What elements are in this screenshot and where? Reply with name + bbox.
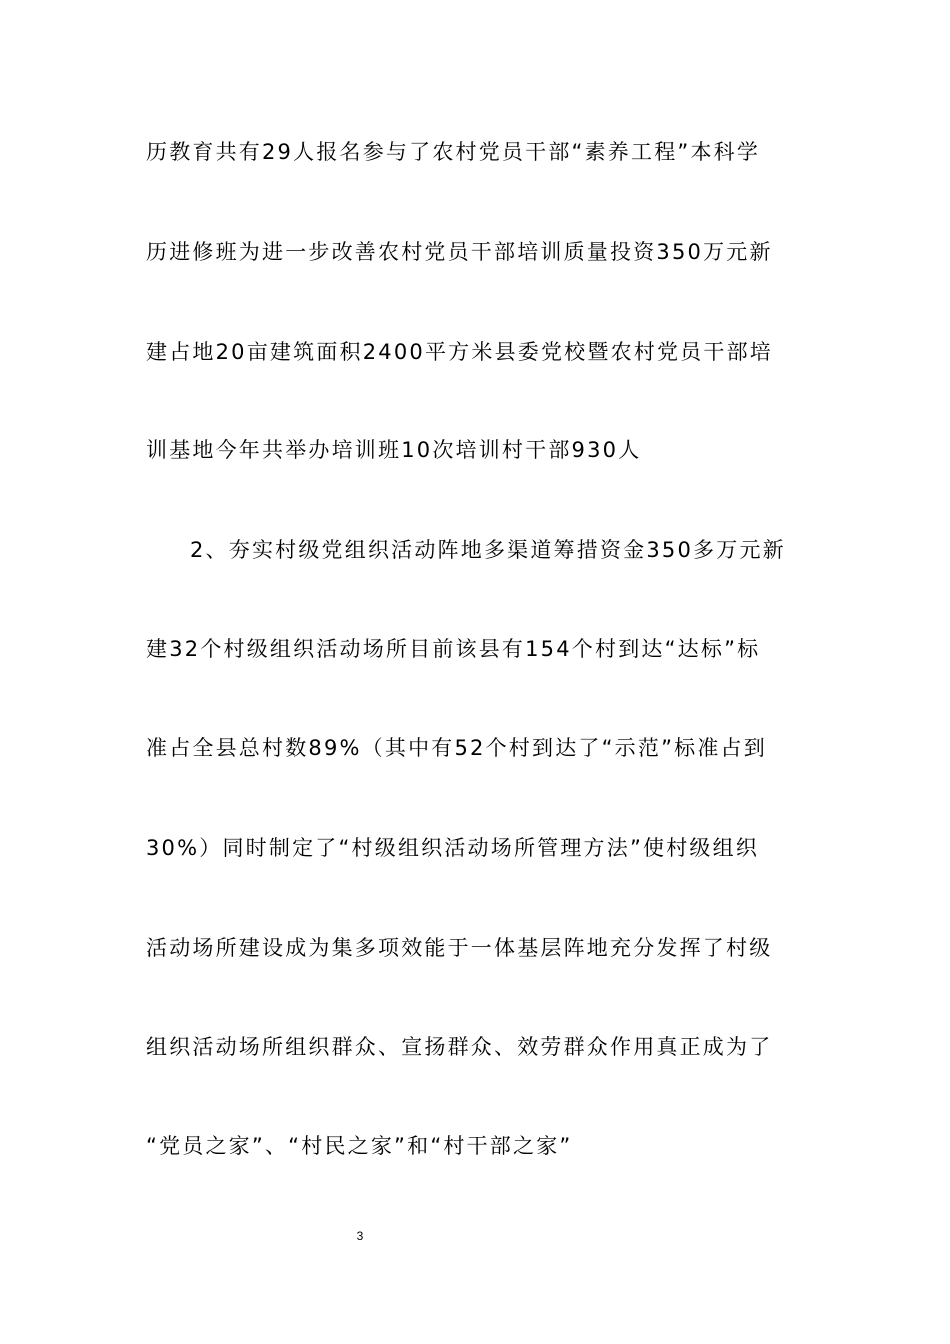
text-line: 历教育共有29人报名参与了农村党员干部“素养工程”本科学 <box>146 140 761 164</box>
text-line: 活动场所建设成为集多项效能于一体基层阵地充分发挥了村级 <box>146 936 773 960</box>
text-line: 历进修班为进一步改善农村党员干部培训质量投资350万元新 <box>146 240 773 264</box>
text-line: 组织活动场所组织群众、宣扬群众、效劳群众作用真正成为了 <box>146 1035 773 1059</box>
text-line: “党员之家”、“村民之家”和“村干部之家” <box>146 1134 573 1158</box>
text-line: 2、夯实村级党组织活动阵地多渠道筹措资金350多万元新 <box>190 538 786 562</box>
text-line: 建32个村级组织活动场所目前该县有154个村到达“达标”标 <box>146 637 761 661</box>
text-line: 训基地今年共举办培训班10次培训村干部930人 <box>146 438 642 462</box>
text-line: 30%）同时制定了“村级组织活动场所管理方法”使村级组织 <box>146 836 760 860</box>
text-line: 准占全县总村数89%（其中有52个村到达了“示范”标准占到 <box>146 736 767 760</box>
text-line: 建占地20亩建筑面积2400平方米县委党校暨农村党员干部培 <box>146 340 773 364</box>
page-number: 3 <box>356 1229 364 1243</box>
